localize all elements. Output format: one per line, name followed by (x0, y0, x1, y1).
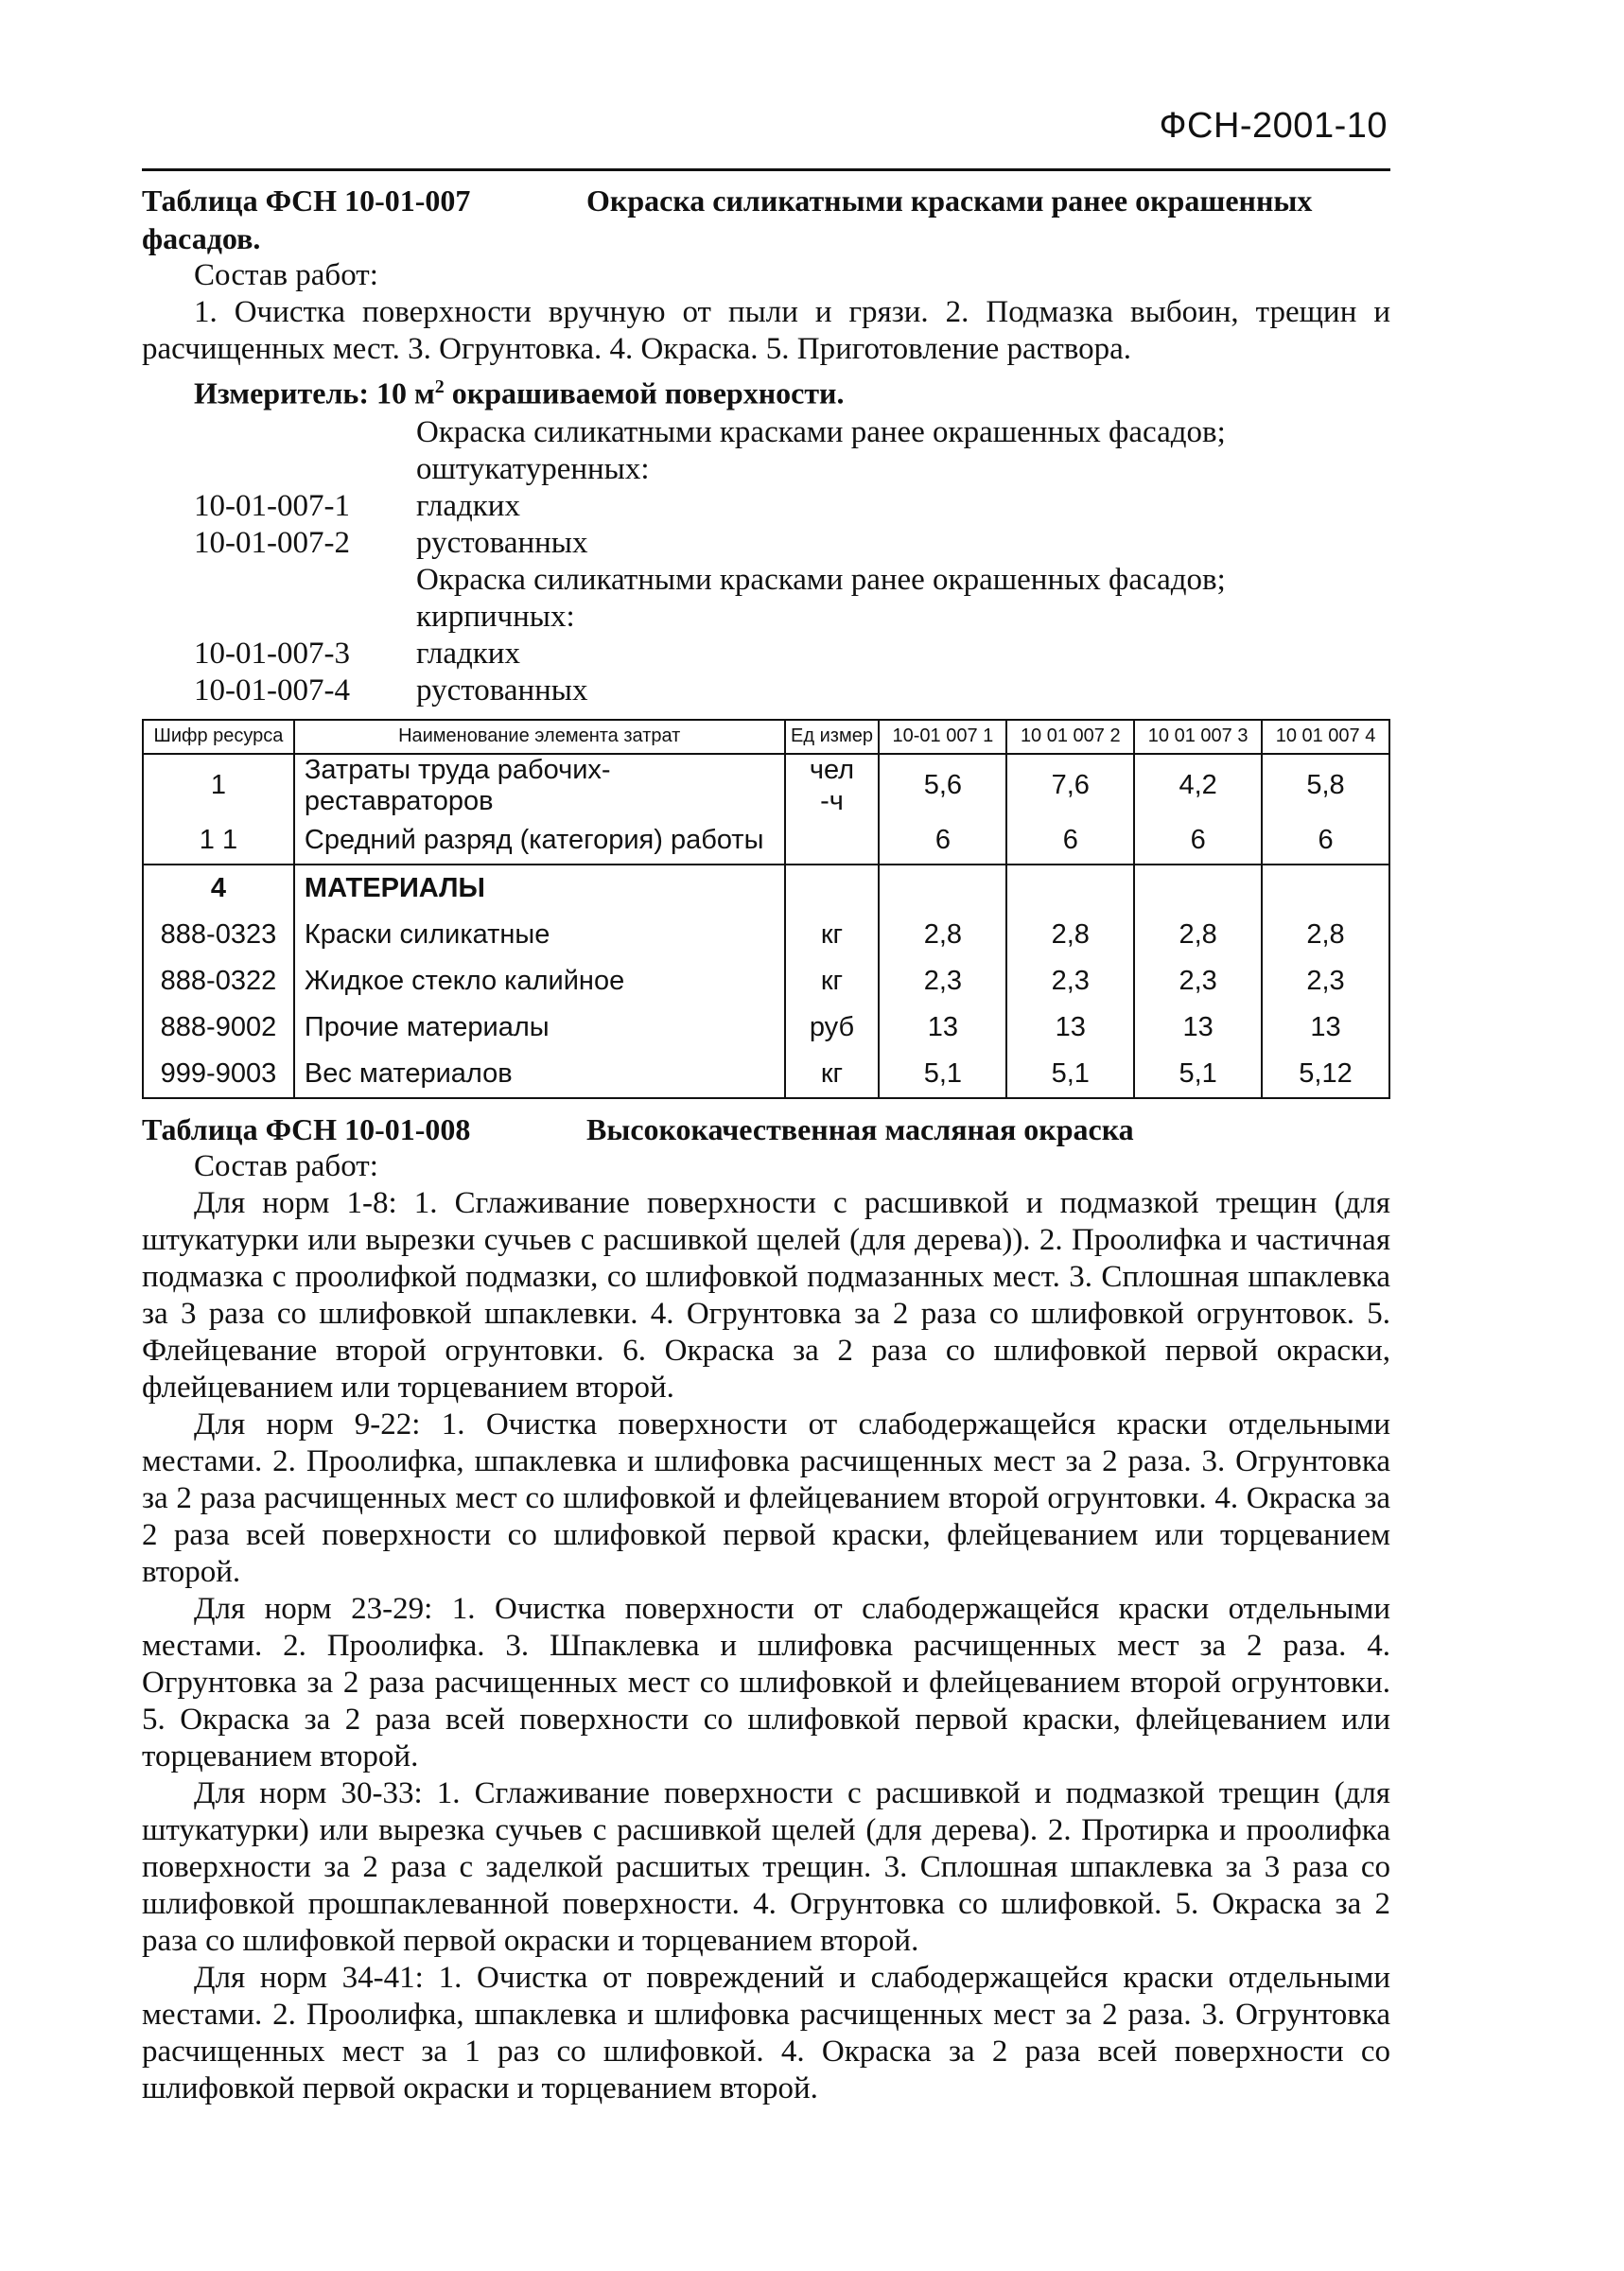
norm-desc: оштукатуренных: (416, 451, 650, 486)
norm-row (142, 599, 1390, 636)
cell-value: 6 (1262, 817, 1389, 865)
norm-desc: гладких (416, 636, 520, 671)
norm-code (142, 451, 416, 488)
cell-unit: кг (785, 958, 880, 1004)
cell-value: 7,6 (1006, 754, 1134, 817)
table-row (143, 1004, 1389, 1051)
page-content (142, 182, 1390, 2107)
table1-title (142, 182, 1390, 257)
norm-desc: гладких (416, 488, 520, 523)
norm-code: 10-01-007-4 (194, 673, 350, 708)
measure-sup: 2 (434, 376, 445, 397)
cell-unit (785, 865, 880, 912)
table-row (143, 1051, 1389, 1098)
cell-value: 5,1 (879, 1051, 1006, 1098)
table2-title-text: Высококачественная масляная окраска (586, 1111, 1134, 1146)
col-header: 10 01 007 3 (1134, 720, 1262, 754)
norm-code: 10-01-007-3 (194, 636, 350, 671)
norm-desc: рустованных (416, 673, 588, 708)
cell-value: 5,8 (1262, 754, 1389, 817)
col-header: Шифр ресурса (143, 720, 294, 754)
norm-row (142, 562, 1390, 599)
cell-name: МАТЕРИАЛЫ (294, 865, 785, 912)
work-paragraph: Для норм 1-8: 1. Сглаживание поверхности с расшивкой и подмазкой трещин (для штукатурки или вырезки сучьев с расшивкой щелей (для дерева)). 2. Проолифка и частичная подмазка с проолифкой подмазки, со шлифовкой подмазанных мест. 3. Сплошная шпаклевка за 3 раза со шлифовкой шпаклевки. 4. Огрунтовка за 2 раза со шлифовкой огрунтовок. 5. Флейцевание второй огрунтовки. 6. Окраска за 2 раза со шлифовкой первой окраски, флейцеванием или торцеванием второй. (142, 1185, 1390, 1405)
norm-desc: кирпичных: (416, 599, 575, 634)
col-header: Ед измер (785, 720, 880, 754)
cell-value: 2,3 (879, 958, 1006, 1004)
table1-measure (142, 368, 1390, 412)
table2-work-label: Состав работ: (194, 1148, 378, 1183)
norm-row (142, 673, 1390, 709)
norm-row (142, 451, 1390, 488)
table-row (143, 865, 1389, 912)
table2-title-code: Таблица ФСН 10-01-008 (142, 1111, 471, 1146)
col-header: 10 01 007 4 (1262, 720, 1389, 754)
cell-name: Жидкое стекло калийное (294, 958, 785, 1004)
table1-work-label: Состав работ: (194, 258, 378, 292)
cell-name: Краски силикатные (294, 912, 785, 958)
table-header-row (143, 720, 1389, 754)
cell-name: Вес материалов (294, 1051, 785, 1098)
work-paragraph: Для норм 30-33: 1. Сглаживание поверхности с расшивкой и подмазкой трещин (для штукатурки) или вырезка сучьев с расшивкой щелей (для дерева). 2. Протирка и проолифка поверхности за 2 раза с заделкой расшитых трещин. 3. Сплошная шпаклевка за 3 раза со шлифовкой прошпаклеванной поверхности. 4. Огрунтовка со шлифовкой. 5. Окраска за 2 раза со шлифовкой первой окраски и торцеванием второй. (142, 1775, 1390, 1958)
measure-suffix: окрашиваемой поверхности. (444, 376, 845, 411)
cell-value: 5,6 (879, 754, 1006, 817)
cell-unit: кг (785, 912, 880, 958)
cell-value: 13 (1006, 1004, 1134, 1051)
work-paragraph: Для норм 9-22: 1. Очистка поверхности от слабодержащейся краски отдельными местами. 2. Проолифка, шпаклевка и шлифовка расчищенных мест за 2 раза. 3. Огрунтовка за 2 раза расчищенных мест со шлифовкой и флейцеванием второй огрунтовки. 4. Окраска за 2 раза всей поверхности со шлифовкой первой краски, флейцеванием или торцеванием второй. (142, 1406, 1390, 1589)
cell-value: 4,2 (1134, 754, 1262, 817)
cell-value (1006, 865, 1134, 912)
header-rule (142, 168, 1390, 171)
norm-code (142, 599, 416, 636)
norm-list (142, 414, 1390, 709)
work-paragraph: Для норм 23-29: 1. Очистка поверхности от слабодержащейся краски отдельными местами. 2. Проолифка. 3. Шпаклевка и шлифовка расчищенных мест за 2 раза. 4. Огрунтовка за 2 раза расчищенных мест со шлифовкой и флейцеванием второй огрунтовки. 5. Окраска за 2 раза всей поверхности со шлифовкой первой краски, флейцеванием или торцеванием второй. (142, 1591, 1390, 1773)
cell-unit (785, 817, 880, 865)
norm-code: 10-01-007-1 (194, 488, 350, 523)
cell-code: 1 1 (143, 817, 294, 865)
cell-code: 888-0322 (143, 958, 294, 1004)
cell-value: 2,3 (1134, 958, 1262, 1004)
cell-unit: кг (785, 1051, 880, 1098)
table-row (143, 958, 1389, 1004)
cell-name: Затраты труда рабочих-реставраторов (294, 754, 785, 817)
table-row (143, 817, 1389, 865)
cell-value: 5,12 (1262, 1051, 1389, 1098)
norm-code (142, 562, 416, 599)
cell-value: 13 (1262, 1004, 1389, 1051)
cell-value: 2,8 (1006, 912, 1134, 958)
measure-prefix: Измеритель: 10 м (194, 376, 435, 411)
cell-name: Прочие материалы (294, 1004, 785, 1051)
cell-value: 2,8 (879, 912, 1006, 958)
col-header: 10-01 007 1 (879, 720, 1006, 754)
cell-value: 2,3 (1262, 958, 1389, 1004)
cell-value: 2,8 (1134, 912, 1262, 958)
table1-title-text-cont: фасадов. (142, 221, 261, 255)
cell-value: 6 (879, 817, 1006, 865)
table1-work-text: 1. Очистка поверхности вручную от пыли и грязи. 2. Подмазка выбоин, трещин и расчищенных мест. 3. Огрунтовка. 4. Окраска. 5. Приготовление раствора. (142, 295, 1390, 366)
cell-value: 6 (1134, 817, 1262, 865)
col-header: Наименование элемента затрат (294, 720, 785, 754)
cell-code: 1 (143, 754, 294, 817)
resource-table (142, 719, 1390, 1099)
table1-title-text: Окраска силикатными красками ранее окрашенных (586, 183, 1313, 218)
cell-value (1262, 865, 1389, 912)
norm-code (142, 414, 416, 451)
cell-value: 5,1 (1134, 1051, 1262, 1098)
cell-value: 5,1 (1006, 1051, 1134, 1098)
cell-code: 888-9002 (143, 1004, 294, 1051)
cell-name: Средний разряд (категория) работы (294, 817, 785, 865)
cell-unit: руб (785, 1004, 880, 1051)
cell-value (1134, 865, 1262, 912)
norm-desc: рустованных (416, 525, 588, 560)
col-header: 10 01 007 2 (1006, 720, 1134, 754)
cell-value: 13 (1134, 1004, 1262, 1051)
table2-title (142, 1110, 1390, 1148)
cell-code: 4 (143, 865, 294, 912)
cell-value: 6 (1006, 817, 1134, 865)
work-paragraph: Для норм 34-41: 1. Очистка от повреждений и слабодержащейся краски отдельными местами. 2. Проолифка, шпаклевка и шлифовка расчищенных мест за 2 раза. 3. Огрунтовка расчищенных мест за 1 раз со шлифовкой. 4. Окраска за 2 раза всей поверхности со шлифовкой первой окраски и торцеванием второй. (142, 1960, 1390, 2105)
norm-desc: Окраска силикатными красками ранее окрашенных фасадов; (416, 414, 1226, 449)
cell-unit: чел -ч (785, 754, 880, 817)
table1-title-code: Таблица ФСН 10-01-007 (142, 183, 471, 218)
document-code: ФСН-2001-10 (1159, 106, 1388, 146)
norm-row (142, 414, 1390, 451)
cell-value: 2,3 (1006, 958, 1134, 1004)
cell-code: 888-0323 (143, 912, 294, 958)
table-row (143, 912, 1389, 958)
norm-row (142, 636, 1390, 673)
cell-value (879, 865, 1006, 912)
cell-value: 2,8 (1262, 912, 1389, 958)
norm-code: 10-01-007-2 (194, 525, 350, 560)
norm-row (142, 488, 1390, 525)
norm-desc: Окраска силикатными красками ранее окрашенных фасадов; (416, 562, 1226, 597)
cell-code: 999-9003 (143, 1051, 294, 1098)
norm-row (142, 525, 1390, 562)
cell-value: 13 (879, 1004, 1006, 1051)
table-row (143, 754, 1389, 817)
